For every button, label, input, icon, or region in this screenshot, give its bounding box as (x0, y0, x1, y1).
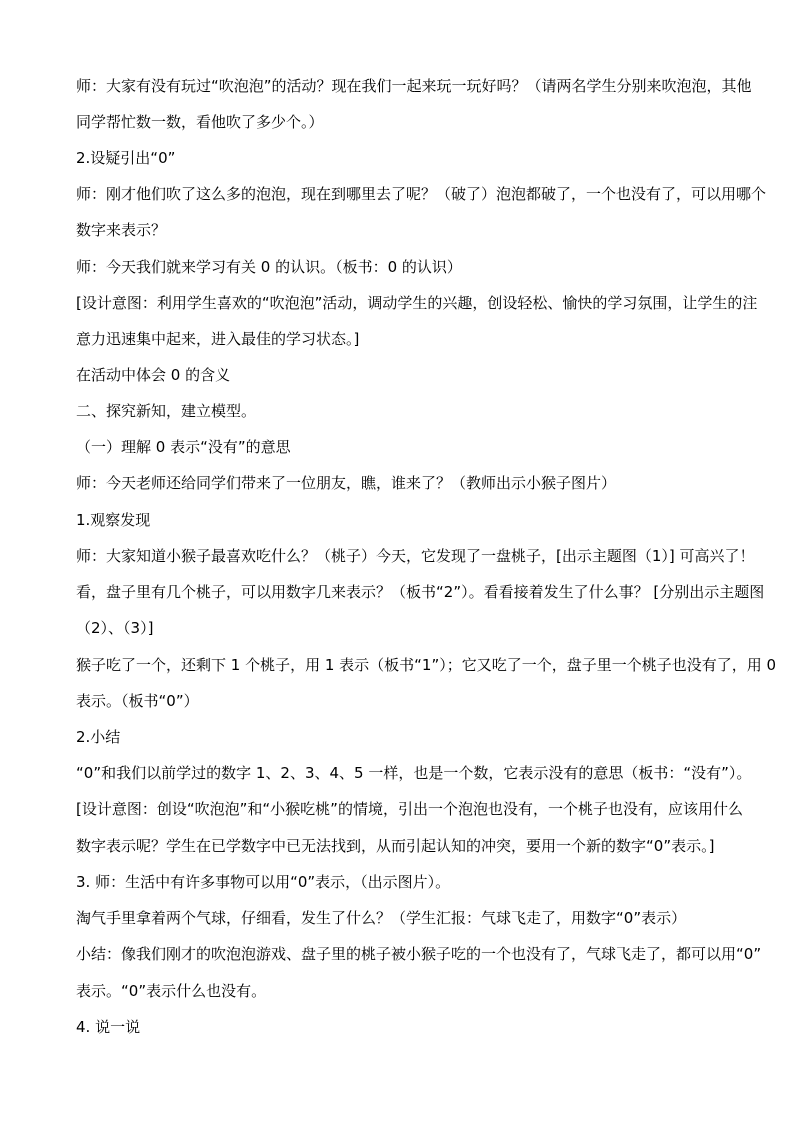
text-line: 师：刚才他们吹了这么多的泡泡，现在到哪里去了呢？（破了）泡泡都破了，一个也没有了，可以用哪个 (76, 185, 767, 203)
section-heading: 4. 说一说 (76, 1018, 141, 1036)
text-line: 师：今天我们就来学习有关 0 的认识。（板书：0 的认识） (76, 258, 462, 276)
text-line: 3. 师：生活中有许多事物可以用“0”表示，（出示图片）。 (76, 873, 451, 891)
summary-line: 小结：像我们刚才的吹泡泡游戏、盘子里的桃子被小猴子吃的一个也没有了，气球飞走了，都可以用“0” (76, 945, 762, 963)
summary-line: 表示。“0”表示什么也没有。 (76, 982, 267, 1000)
text-line: （2）、（3）] (76, 619, 154, 637)
text-line: 在活动中体会 0 的含义 (76, 366, 231, 384)
text-line: 看，盘子里有几个桃子，可以用数字几来表示？（板书“2”）。看看接着发生了什么事？ [分别出示主题图 (76, 583, 765, 601)
section-heading: 二、探究新知，建立模型。 (76, 402, 257, 420)
text-line: 师：今天老师还给同学们带来了一位朋友，瞧，谁来了？（教师出示小猴子图片） (76, 474, 617, 492)
section-heading: 2.设疑引出“0” (76, 149, 176, 167)
design-intent-note: 意力迅速集中起来，进入最佳的学习状态。] (76, 330, 360, 348)
section-heading: （一）理解 0 表示“没有”的意思 (76, 438, 291, 456)
design-intent-note: 数字表示呢？学生在已学数字中已无法找到，从而引起认知的冲突，要用一个新的数字“0”表示。] (76, 837, 715, 855)
design-intent-note: [设计意图：利用学生喜欢的“吹泡泡”活动，调动学生的兴趣，创设轻松、愉快的学习氛围，让学生的注 (76, 294, 758, 312)
text-line: 数字来表示？ (76, 221, 167, 239)
section-heading: 1.观察发现 (76, 511, 151, 529)
text-line: 表示。（板书“0”） (76, 692, 199, 710)
design-intent-note: [设计意图：创设“吹泡泡”和“小猴吃桃”的情境，引出一个泡泡也没有，一个桃子也没有，应该用什么 (76, 800, 743, 818)
text-line: 淘气手里拿着两个气球，仔细看，发生了什么？（学生汇报：气球飞走了，用数字“0”表示） (76, 909, 687, 927)
text-line: 师：大家有没有玩过“吹泡泡”的活动？现在我们一起来玩一玩好吗？（请两名学生分别来吹泡泡，其他 (76, 77, 752, 95)
text-line: “0”和我们以前学过的数字 1、2、3、4、5 一样，也是一个数，它表示没有的意思（板书：“没有”）。 (76, 764, 752, 782)
section-heading: 2.小结 (76, 728, 121, 746)
text-line: 同学帮忙数一数，看他吹了多少个。） (76, 113, 324, 131)
text-line: 师：大家知道小猴子最喜欢吃什么？（桃子）今天，它发现了一盘桃子，[出示主题图（1）] 可高兴了！ (76, 547, 755, 565)
text-line: 猴子吃了一个，还剩下 1 个桃子，用 1 表示（板书“1”）；它又吃了一个，盘子里一个桃子也没有了，用 0 (76, 656, 777, 674)
